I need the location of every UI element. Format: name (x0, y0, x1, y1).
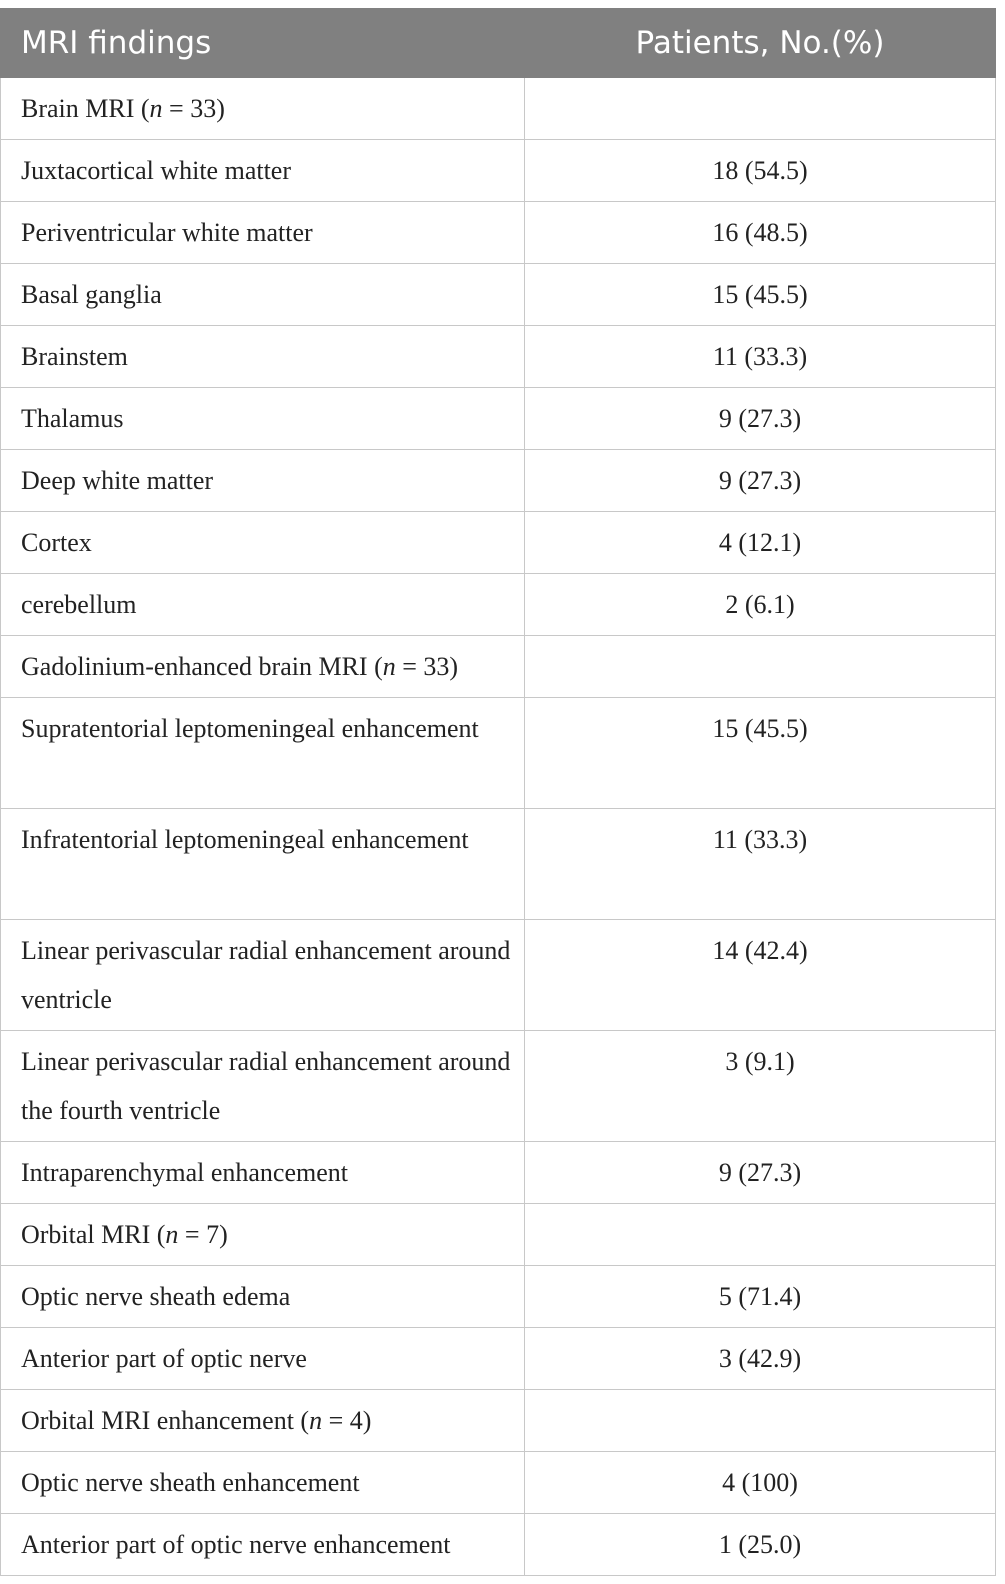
section-count: = 33) (395, 652, 459, 681)
table-row (1, 1031, 996, 1142)
section-label: Brain MRI ( (21, 94, 150, 123)
table-row (1, 920, 996, 1031)
header-mri-findings: MRI findings (1, 9, 525, 78)
section-row (1, 78, 996, 140)
patients-value: 14 (42.4) (525, 920, 996, 1031)
patients-value: 3 (9.1) (525, 1031, 996, 1142)
mri-findings-table (0, 8, 996, 1576)
patients-value: 9 (27.3) (525, 450, 996, 512)
table-row (1, 698, 996, 809)
section-label: Orbital MRI ( (21, 1220, 166, 1249)
section-row (1, 1204, 996, 1266)
patients-value: 1 (25.0) (525, 1514, 996, 1576)
finding-label: Juxtacortical white matter (1, 140, 525, 202)
finding-label: Optic nerve sheath enhancement (1, 1452, 525, 1514)
patients-value: 11 (33.3) (525, 326, 996, 388)
patients-value: 4 (100) (525, 1452, 996, 1514)
patients-value: 11 (33.3) (525, 809, 996, 920)
n-symbol: n (309, 1406, 323, 1435)
patients-value: 4 (12.1) (525, 512, 996, 574)
finding-label: Periventricular white matter (1, 202, 525, 264)
finding-label: cerebellum (1, 574, 525, 636)
finding-label: Basal ganglia (1, 264, 525, 326)
finding-label: Brainstem (1, 326, 525, 388)
table-row (1, 512, 996, 574)
patients-value: 15 (45.5) (525, 264, 996, 326)
table-row (1, 202, 996, 264)
n-symbol: n (165, 1220, 179, 1249)
finding-label (1, 78, 525, 140)
table-row (1, 264, 996, 326)
section-label: Gadolinium-enhanced brain MRI ( (21, 652, 383, 681)
finding-label: Intraparenchymal enhancement (1, 1142, 525, 1204)
patients-value: 2 (6.1) (525, 574, 996, 636)
finding-label: Supratentorial leptomeningeal enhancement (1, 698, 525, 809)
header-patients: Patients, No.(%) (525, 9, 996, 78)
patients-value (525, 636, 996, 698)
finding-label: Linear perivascular radial enhancement around the fourth ventricle (1, 1031, 525, 1142)
table-row (1, 1328, 996, 1390)
section-count: = 33) (162, 94, 225, 123)
section-row (1, 636, 996, 698)
table-row (1, 574, 996, 636)
patients-value (525, 78, 996, 140)
section-count: = 7) (178, 1220, 228, 1249)
patients-value: 18 (54.5) (525, 140, 996, 202)
patients-value (525, 1204, 996, 1266)
finding-label: Anterior part of optic nerve (1, 1328, 525, 1390)
finding-label: Deep white matter (1, 450, 525, 512)
finding-label (1, 1390, 525, 1452)
patients-value: 16 (48.5) (525, 202, 996, 264)
patients-value: 9 (27.3) (525, 388, 996, 450)
finding-label (1, 1204, 525, 1266)
finding-label: Anterior part of optic nerve enhancement (1, 1514, 525, 1576)
header-row (1, 9, 996, 78)
patients-value: 3 (42.9) (525, 1328, 996, 1390)
n-symbol: n (382, 652, 396, 681)
table-row (1, 326, 996, 388)
finding-label (1, 636, 525, 698)
table-row (1, 809, 996, 920)
patients-value: 5 (71.4) (525, 1266, 996, 1328)
table-row (1, 1266, 996, 1328)
table-body (1, 78, 996, 1576)
finding-label: Cortex (1, 512, 525, 574)
patients-value (525, 1390, 996, 1452)
n-symbol: n (149, 94, 163, 123)
patients-value: 9 (27.3) (525, 1142, 996, 1204)
finding-label: Linear perivascular radial enhancement around ventricle (1, 920, 525, 1031)
table-row (1, 1514, 996, 1576)
table-row (1, 450, 996, 512)
section-row (1, 1390, 996, 1452)
table-row (1, 1452, 996, 1514)
section-label: Orbital MRI enhancement ( (21, 1406, 310, 1435)
section-count: = 4) (322, 1406, 372, 1435)
table-row (1, 140, 996, 202)
finding-label: Infratentorial leptomeningeal enhancement (1, 809, 525, 920)
table-row (1, 388, 996, 450)
finding-label: Thalamus (1, 388, 525, 450)
table-row (1, 1142, 996, 1204)
patients-value: 15 (45.5) (525, 698, 996, 809)
finding-label: Optic nerve sheath edema (1, 1266, 525, 1328)
